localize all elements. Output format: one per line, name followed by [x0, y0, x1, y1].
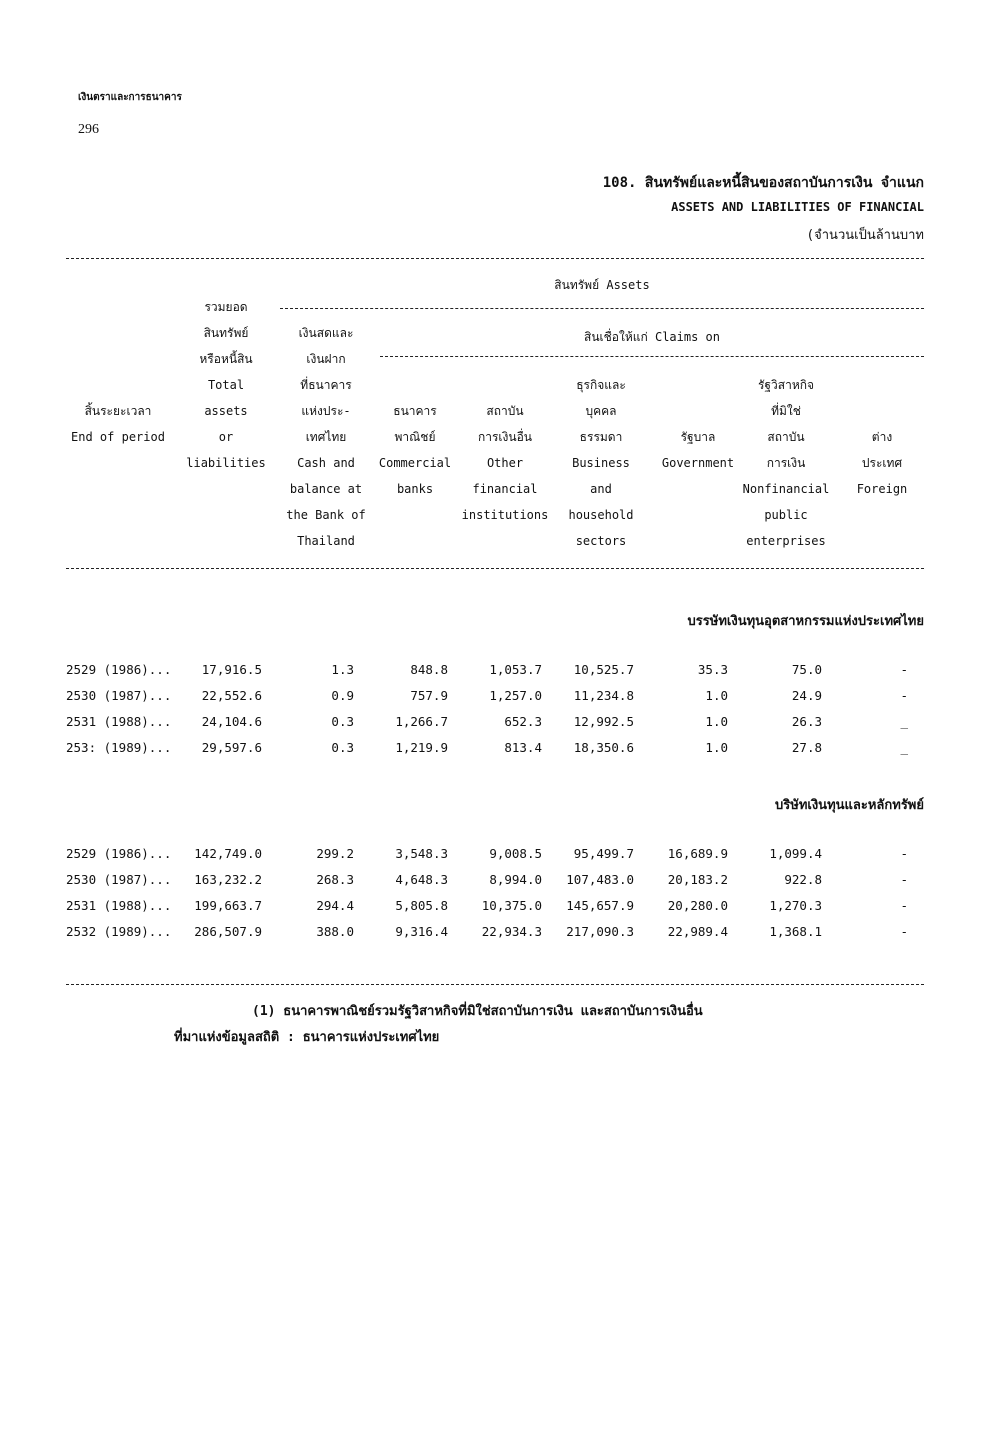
section-title-1: บรรษัทเงินทุนอุตสาหกรรมแห่งประเทศไทย — [687, 614, 924, 629]
table-row: 2529 (1986)... 142,749.0 299.2 3,548.3 9,008.5 95,499.7 16,689.9 1,099.4 - — [66, 846, 908, 861]
col-header-period: สิ้นระยะเวลา End of period — [71, 404, 165, 444]
col-header-commercial-banks: ธนาคาร พาณิชย์ Commercial banks — [378, 404, 452, 496]
col-header-foreign: ต่าง ประเทศ Foreign — [856, 430, 908, 496]
col-header-total: รวมยอด สินทรัพย์ หรือหนี้สิน Total assets or liabilities — [186, 300, 266, 470]
table-row: 2531 (1988)... 24,104.6 0.3 1,266.7 652.3 12,992.5 1.0 26.3 _ — [66, 714, 908, 729]
assets-rule — [280, 308, 924, 309]
table-row: 2532 (1989)... 286,507.9 388.0 9,316.4 22,934.3 217,090.3 22,989.4 1,368.1 - — [66, 924, 908, 939]
table-row: 2531 (1988)... 199,663.7 294.4 5,805.8 10,375.0 145,657.9 20,280.0 1,270.3 - — [66, 898, 908, 913]
assets-group-label: สินทรัพย์ Assets — [554, 278, 650, 292]
source-note: ที่มาแห่งข้อมูลสถิติ : ธนาคารแห่งประเทศไทย — [174, 1030, 440, 1045]
bottom-rule — [66, 984, 924, 985]
col-header-business: ธุรกิจและ บุคคล ธรรมดา Business and household sectors — [568, 378, 634, 548]
table-row: 2530 (1987)... 22,552.6 0.9 757.9 1,257.0 11,234.8 1.0 24.9 - — [66, 688, 908, 703]
claims-group-label: สินเชื่อให้แก่ Claims on — [584, 330, 720, 344]
table-row: 2530 (1987)... 163,232.2 268.3 4,648.3 8,994.0 107,483.0 20,183.2 922.8 - — [66, 872, 908, 887]
col-header-government: รัฐบาล Government — [661, 430, 735, 470]
footnote: (1) ธนาคารพาณิชย์รวมรัฐวิสาหกิจที่มิใช่สถาบันการเงิน และสถาบันการเงินอื่น — [252, 1004, 703, 1019]
table-title-thai: 108. สินทรัพย์และหนี้สินของสถาบันการเงิน จำแนก — [602, 175, 924, 191]
col-header-other-fi: สถาบัน การเงินอื่น Other financial institutions — [461, 404, 549, 522]
col-header-nonfinancial: รัฐวิสาหกิจ ที่มิใช่ สถาบัน การเงิน Nonfinancial public enterprises — [742, 378, 830, 548]
table-row: 253: (1989)... 29,597.6 0.3 1,219.9 813.4 18,350.6 1.0 27.8 _ — [66, 740, 908, 755]
section-title-2: บริษัทเงินทุนและหลักทรัพย์ — [775, 798, 924, 813]
col-header-cash: เงินสดและ เงินฝาก ที่ธนาคาร แห่งประ- เทศไทย Cash and balance at the Bank of Thailand — [286, 326, 366, 548]
claims-rule — [380, 356, 924, 357]
header-bottom-rule — [66, 568, 924, 569]
top-rule — [66, 258, 924, 259]
table-title-english: ASSETS AND LIABILITIES OF FINANCIAL — [671, 200, 924, 214]
page-number: 296 — [78, 122, 99, 137]
running-header: เงินตราและการธนาคาร — [78, 92, 182, 103]
table-row: 2529 (1986)... 17,916.5 1.3 848.8 1,053.7 10,525.7 35.3 75.0 - — [66, 662, 908, 677]
unit-note: (จำนวนเป็นล้านบาท — [806, 228, 924, 243]
